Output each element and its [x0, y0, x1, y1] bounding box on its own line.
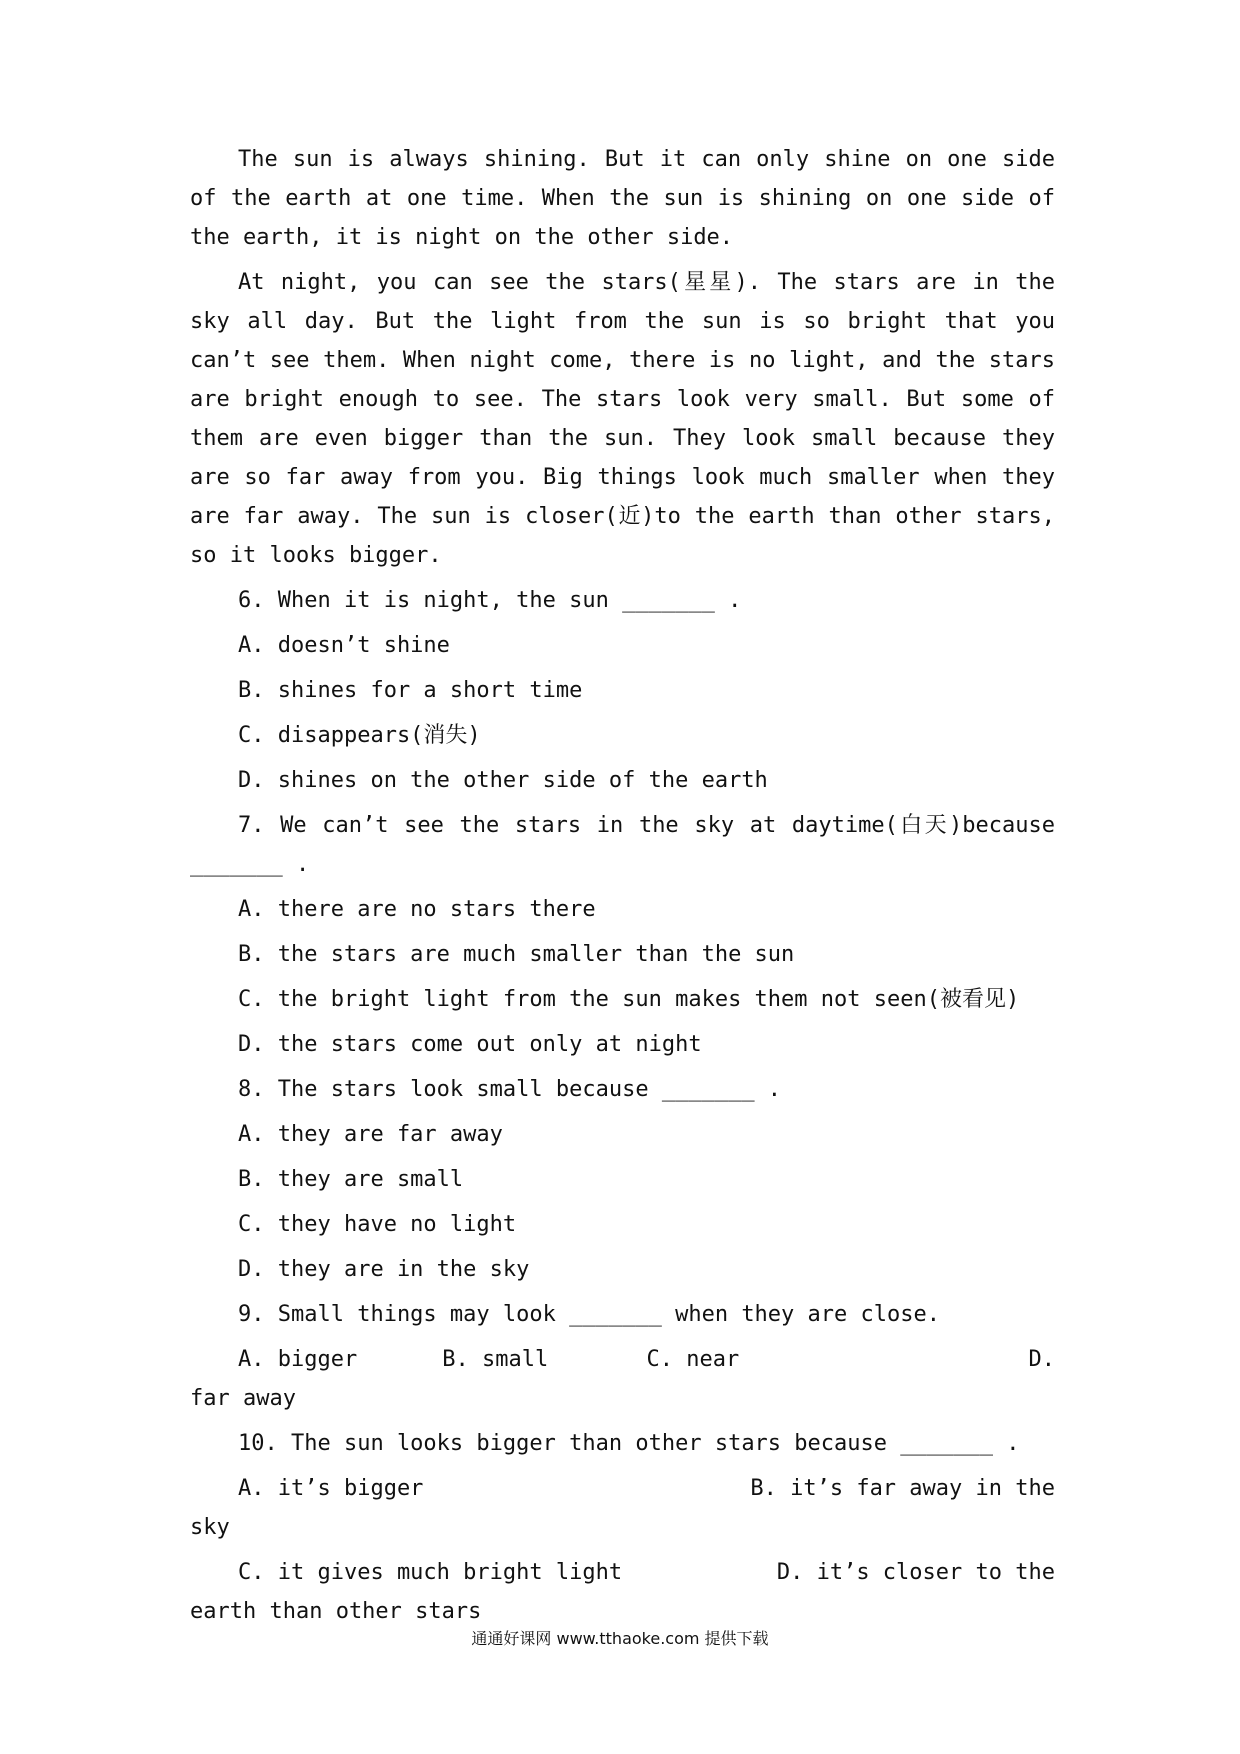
question-10-stem: 10. The sun looks bigger than other stars because _______ .: [238, 1431, 1020, 1456]
footer-watermark: 通通好课网 www.tthaoke.com 提供下载: [471, 1629, 769, 1648]
question-8-option-a: A. they are far away: [238, 1122, 503, 1147]
question-9-option-d-label: D.: [1028, 1347, 1055, 1372]
question-9-option-d-text: far away: [190, 1386, 296, 1411]
question-9-option-a: A. bigger: [238, 1347, 358, 1372]
question-7-option-b: B. the stars are much smaller than the sun: [238, 942, 795, 967]
question-10-option-d-tail: earth than other stars: [190, 1599, 482, 1624]
question-10-option-d-head: D. it’s closer to the: [776, 1560, 1055, 1585]
question-10-option-c: C. it gives much bright light: [238, 1560, 623, 1585]
question-8-option-d: D. they are in the sky: [238, 1257, 530, 1282]
question-9-option-b: B. small: [442, 1347, 549, 1372]
question-9-option-c: C. near: [646, 1347, 740, 1372]
question-7-option-c: C. the bright light from the sun makes them not seen(被看见): [238, 987, 1020, 1012]
question-10-options-cd: [190, 1553, 1055, 1592]
question-10-option-b-head: B. it’s far away in the: [750, 1476, 1055, 1501]
question-8-stem: 8. The stars look small because _______ .: [238, 1077, 782, 1102]
question-6-option-d: D. shines on the other side of the earth: [238, 768, 768, 793]
question-8-option-c: C. they have no light: [238, 1212, 517, 1237]
question-10-option-b-tail: sky: [190, 1515, 230, 1540]
question-9-options: [190, 1340, 1055, 1379]
passage-paragraph-1: The sun is always shining. But it can only shine on one side of the earth at one time. When the sun is shining on one side of the earth, it is night on the other side.: [190, 147, 1055, 250]
question-6-option-a: A. doesn’t shine: [238, 633, 450, 658]
question-8-option-b: B. they are small: [238, 1167, 464, 1192]
worksheet-page: [190, 140, 1055, 1637]
question-9-stem: 9. Small things may look _______ when they are close.: [238, 1302, 940, 1327]
passage-paragraph-2: At night, you can see the stars(星星). The stars are in the sky all day. But the light from the sun is so bright that you can’t see them. When night come, there is no light, and the stars are bright enough to see. The stars look very small. But some of them are even bigger than the sun. They look small because they are so far away from you. Big things look much smaller when they are far away. The sun is closer(近)to the earth than other stars, so it looks bigger.: [190, 270, 1055, 568]
question-7-stem: 7. We can’t see the stars in the sky at daytime(白天)because _______ .: [190, 813, 1055, 877]
question-10-option-a: A. it’s bigger: [238, 1476, 424, 1501]
question-10-options-ab: [190, 1469, 1055, 1508]
question-6-option-b: B. shines for a short time: [238, 678, 583, 703]
question-7-option-a: A. there are no stars there: [238, 897, 596, 922]
question-6-option-c: C. disappears(消失): [238, 723, 481, 748]
question-7-option-d: D. the stars come out only at night: [238, 1032, 702, 1057]
question-6-stem: 6. When it is night, the sun _______ .: [238, 588, 742, 613]
